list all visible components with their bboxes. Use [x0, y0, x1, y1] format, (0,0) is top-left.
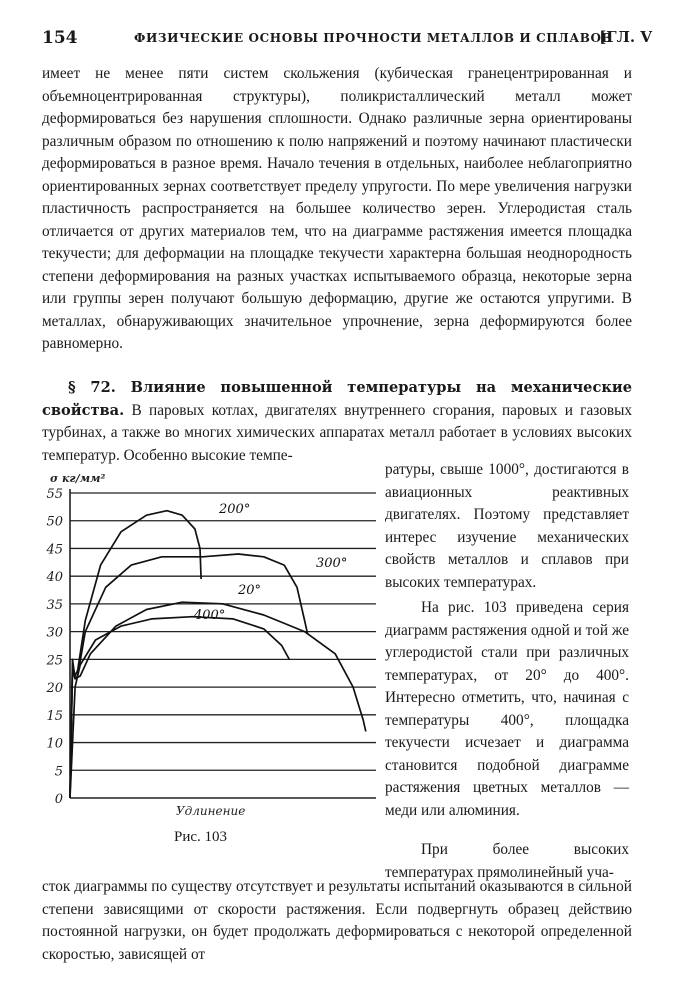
series-line-300deg: [70, 554, 308, 798]
y-tick-label: 5: [54, 764, 63, 780]
column-paragraph-2: На рис. 103 приведена серия диаграмм растяжения одной и той же углеродистой стали при различных температурах, от 20° до 400°. Интересно отметить, что, начиная с температуры 400°, площадка текучести исчезает и диаграмма становится подобной диаграмме растяжения цветных металлов — меди или алюминия.: [385, 599, 629, 819]
page-number: 154: [42, 28, 78, 48]
section-intro-text: В паровых котлах, двигателях внутреннего сгорания, паровых и газовых турбинах, а также во многих химических аппаратах металл работает в условиях высоких температур. Особенно высокие темпе-: [42, 401, 632, 464]
figure-103: [34, 470, 380, 830]
y-tick-label: 45: [46, 542, 63, 558]
running-title: ФИЗИЧЕСКИЕ ОСНОВЫ ПРОЧНОСТИ МЕТАЛЛОВ И СПЛАВОВ: [134, 31, 613, 45]
y-tick-label: 35: [46, 597, 63, 613]
series-label: 300°: [316, 556, 348, 571]
stress-strain-chart: [34, 470, 380, 830]
series-label: 20°: [238, 583, 262, 598]
body-paragraph-3: сток диаграммы по существу отсутствует и результаты испытаний оказываются в сильной степени зависящими от скорости растяжения. Если подвергнуть образец действию постоянной нагрузки, он будет продолжать деформироваться с некоторой определенной скоростью, зависящей от: [42, 878, 632, 963]
figure-caption: Рис. 103: [174, 829, 228, 845]
y-tick-label: 50: [46, 514, 63, 530]
y-tick-label: 30: [46, 625, 63, 641]
body-paragraph-1: имеет не менее пяти систем скольжения (кубическая гранецентрированная и объемноцентрированная структуры), поликристаллический металл может деформироваться без нарушения сплошности. Однако различные зерна ориентированы различным образом по отношению к полю напряжений и поэтому начинают пластически деформироваться в разное время. Начало течения в отдельных, наиболее неблагоприятно ориентированных зернах соответствует пределу упругости. По мере увеличения нагрузки пластичность распространяется на большее количество зерен. Углеродистая сталь отличается от других материалов тем, что на диаграмме растяжения имеется площадка текучести; для деформации на площадке текучести характерна большая неоднородность степени деформирования на разных участках испытываемого образца, некоторые зерна или группы зерен получают большую деформацию, другие же остаются упругими. В металлах, обнаруживающих значительное упрочнение, зерна деформируются более равномерно.: [42, 65, 632, 352]
chapter-label: [ГЛ. V: [599, 28, 652, 46]
y-tick-label: 0: [54, 792, 63, 807]
y-axis-label: σ кг/мм²: [50, 472, 106, 485]
section-paragraph: [42, 377, 632, 467]
running-header: [40, 28, 652, 52]
column-paragraph-3: При более высоких температурах прямолинейный уча-: [385, 841, 629, 881]
y-tick-label: 20: [46, 681, 63, 697]
y-tick-label: 25: [46, 653, 63, 669]
x-axis-label: Удлинение: [176, 804, 246, 818]
section-title: § 72. Влияние повышенной температуры на механические свойства.: [42, 379, 632, 419]
y-tick-label: 10: [46, 736, 63, 752]
series-label: 200°: [219, 502, 251, 517]
series-label: 400°: [194, 608, 226, 623]
y-tick-label: 15: [46, 708, 63, 724]
y-tick-label: 55: [46, 487, 63, 502]
y-tick-label: 40: [46, 570, 63, 586]
column-paragraph-1: ратуры, свыше 1000°, достигаются в авиационных реактивных двигателях. Поэтому представляет интерес изучение механических свойств металлов и сплавов при высоких температурах.: [385, 461, 629, 591]
